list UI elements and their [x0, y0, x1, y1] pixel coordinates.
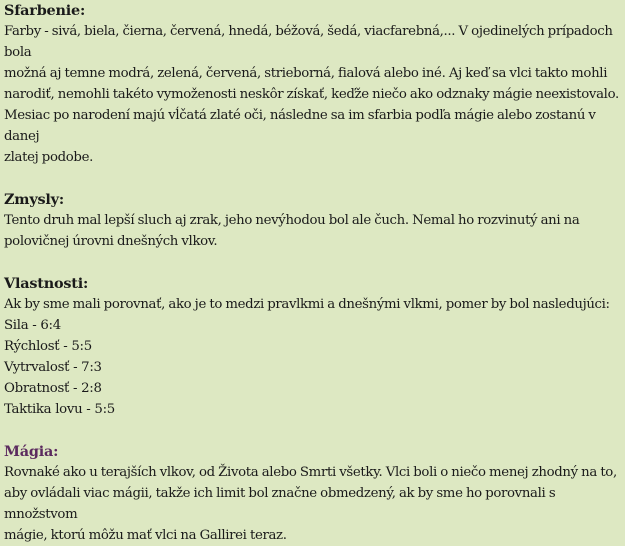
magia-line: Rovnaké ako u terajších vlkov, od Života alebo Smrti všetky. Vlci boli o niečo menej zhodný na to, [4, 465, 617, 480]
sfarbenie-line: možná aj temne modrá, zelená, červená, strieborná, fialová alebo iné. Aj keď sa vlci takto mohli [4, 66, 608, 81]
section-vlastnosti [4, 273, 621, 420]
section-spacer [4, 168, 621, 189]
section-title-vlastnosti: Vlastnosti: [4, 275, 89, 292]
section-sfarbenie [4, 0, 621, 168]
sfarbenie-line: narodiť, nemohli takéto vymoženosti neskôr získať, keďže niečo ako odznaky mágie neexistovalo. [4, 87, 619, 102]
section-title-magia: Mágia: [4, 443, 59, 460]
sfarbenie-line: zlatej podobe. [4, 150, 93, 165]
section-title-sfarbenie: Sfarbenie: [4, 2, 86, 19]
section-title-zmysly: Zmysly: [4, 191, 64, 208]
section-zmysly [4, 189, 621, 252]
sfarbenie-line: Mesiac po narodení majú vĺčatá zlaté oči, následne sa im sfarbia podľa mágie alebo zostanú v danej [4, 108, 596, 144]
vlastnosti-intro: Ak by sme mali porovnať, ako je to medzi pravlkmi a dnešnými vlkmi, pomer by bol nasledujúci: [4, 297, 610, 312]
section-spacer [4, 420, 621, 441]
section-magia [4, 441, 621, 546]
zmysly-line: Tento druh mal lepší sluch aj zrak, jeho nevýhodou bol ale čuch. Nemal ho rozvinutý ani na [4, 213, 580, 228]
zmysly-line: polovičnej úrovni dnešných vlkov. [4, 234, 218, 249]
stat-rychlost: Rýchlosť - 5:5 [4, 339, 92, 354]
section-spacer [4, 252, 621, 273]
magia-line: aby ovládali viac mágii, takže ich limit bol značne obmedzený, ak by sme ho porovnali s množstvom [4, 486, 556, 522]
stat-sila: Sila - 6:4 [4, 318, 61, 333]
stat-taktika-lovu: Taktika lovu - 5:5 [4, 402, 115, 417]
stat-obratnost: Obratnosť - 2:8 [4, 381, 102, 396]
magia-line: mágie, ktorú môžu mať vlci na Gallirei teraz. [4, 528, 287, 543]
stat-vytrvalost: Vytrvalosť - 7:3 [4, 360, 102, 375]
sfarbenie-line: Farby - sivá, biela, čierna, červená, hnedá, béžová, šedá, viacfarebná,... V ojedinelých prípadoch bola [4, 24, 613, 60]
